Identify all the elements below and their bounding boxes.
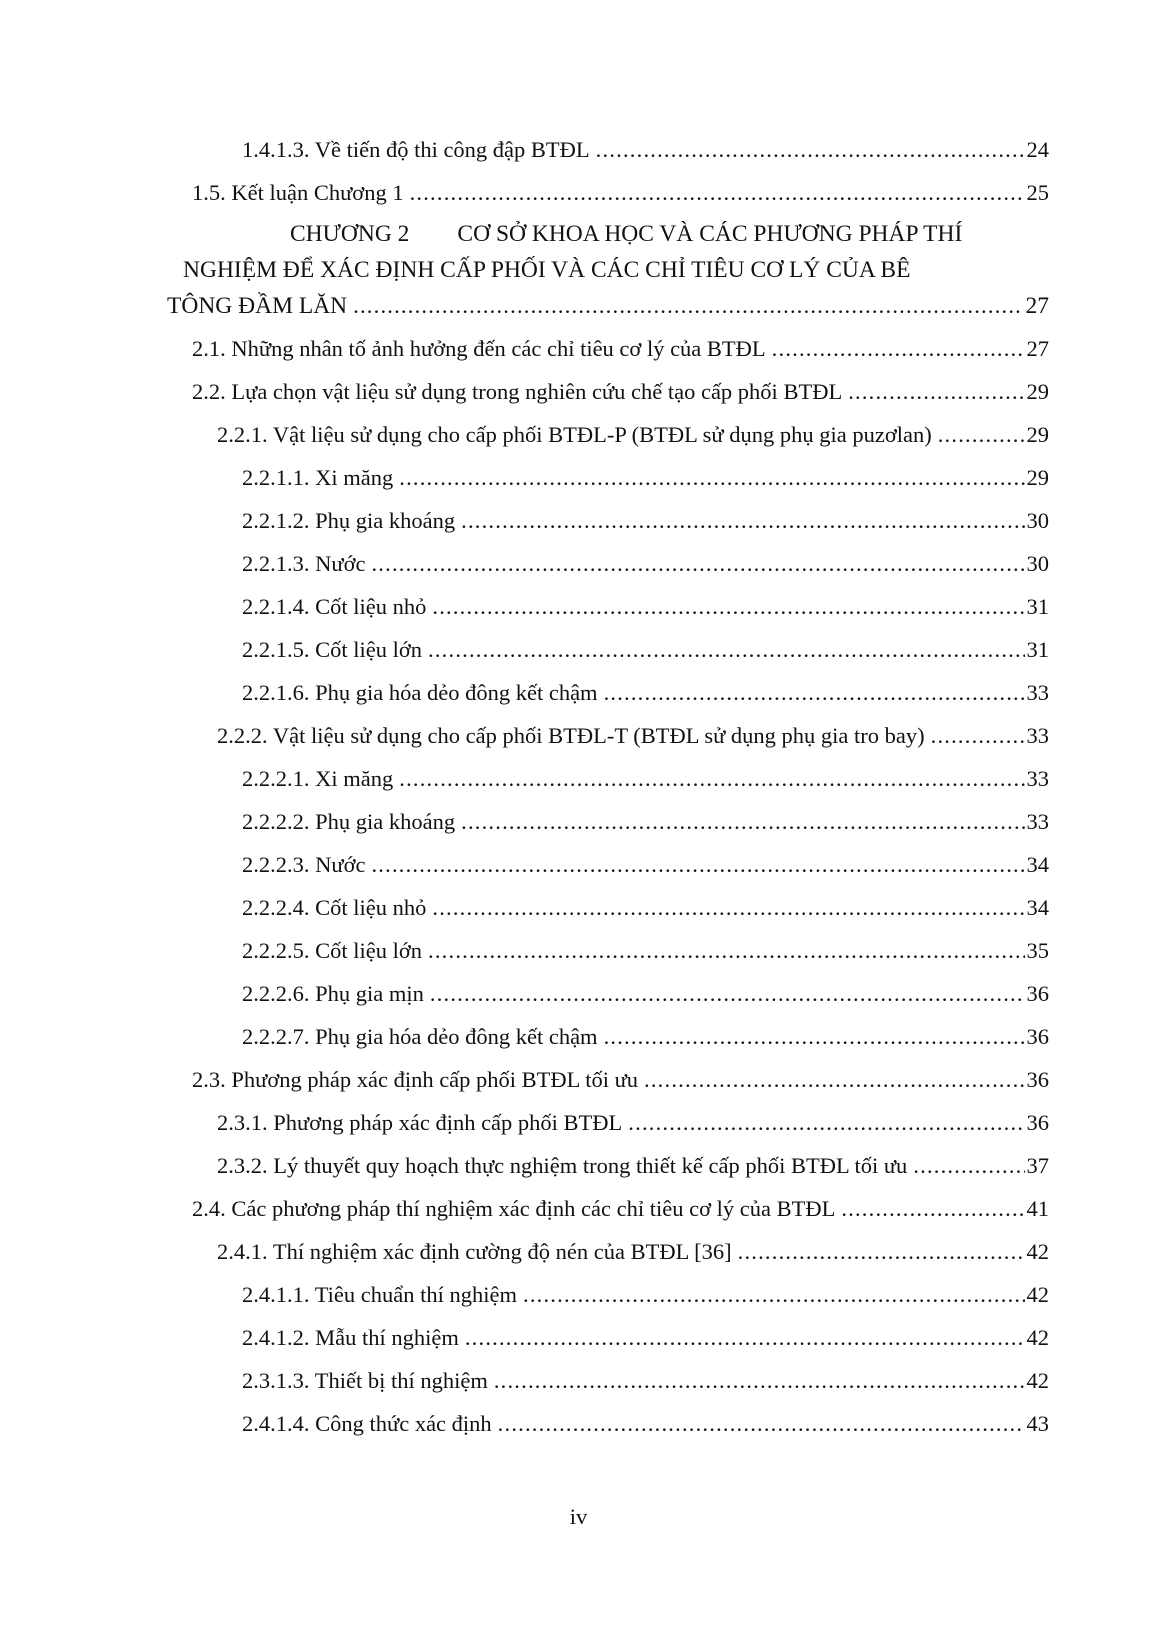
toc-entry[interactable]	[0, 671, 1157, 714]
toc-entry-title: 2.2.2.5. Cốt liệu lớn	[242, 938, 423, 963]
chapter-title-line-2: NGHIỆM ĐỂ XÁC ĐỊNH CẤP PHỐI VÀ CÁC CHỈ TIÊU CƠ LÝ CỦA BÊ	[183, 257, 911, 283]
toc-entry[interactable]	[0, 327, 1157, 370]
toc-entry[interactable]	[0, 1359, 1157, 1402]
toc-entry[interactable]	[0, 499, 1157, 542]
toc-entry-page: 30	[1026, 551, 1049, 576]
toc-entry-page: 27	[1026, 336, 1049, 361]
toc-leader-dots	[596, 128, 1025, 171]
toc-entry-page: 29	[1026, 465, 1049, 490]
toc-entry-page: 36	[1026, 1024, 1049, 1049]
chapter-title-line-1: CƠ SỞ KHOA HỌC VÀ CÁC PHƯƠNG PHÁP THÍ	[457, 221, 963, 247]
toc-leader-dots	[399, 456, 1024, 499]
toc-entry-page: 41	[1026, 1196, 1049, 1221]
toc-entry[interactable]	[0, 1230, 1157, 1273]
toc-leader-dots	[913, 1144, 1024, 1187]
toc-entry-page: 29	[1026, 379, 1049, 404]
toc-leader-dots	[353, 288, 1019, 324]
toc-leader-dots	[461, 800, 1024, 843]
toc-entry-page: 24	[1026, 137, 1049, 162]
toc-entry-page: 37	[1026, 1153, 1049, 1178]
toc-entry-page: 33	[1026, 766, 1049, 791]
toc-leader-dots	[399, 757, 1024, 800]
chapter-heading-entry[interactable]	[0, 216, 1157, 324]
toc-entry-title: 2.3.1. Phương pháp xác định cấp phối BTĐL	[217, 1110, 623, 1135]
toc-entry-title: 2.2.1.5. Cốt liệu lớn	[242, 637, 423, 662]
toc-entry-title: 1.4.1.3. Về tiến độ thi công đập BTĐL	[242, 137, 590, 162]
page-number-footer: iv	[569, 1504, 588, 1529]
toc-leader-dots	[772, 327, 1025, 370]
toc-entry-page: 33	[1026, 809, 1049, 834]
toc-leader-dots	[432, 585, 1024, 628]
toc-entry-title: 2.2.2. Vật liệu sử dụng cho cấp phối BTĐL-T (BTĐL sử dụng phụ gia tro bay)	[217, 723, 925, 748]
toc-leader-dots	[428, 929, 1024, 972]
toc-entry-title: 2.2.2.4. Cốt liệu nhỏ	[242, 895, 427, 920]
toc-entry[interactable]	[0, 1144, 1157, 1187]
toc-entry-page: 31	[1026, 594, 1049, 619]
toc-leader-dots	[498, 1402, 1025, 1445]
toc-entry[interactable]	[0, 800, 1157, 843]
toc-entry-title: 2.2.2.1. Xi măng	[242, 766, 394, 791]
toc-entry-title: 2.4.1.2. Mẫu thí nghiệm	[242, 1325, 459, 1350]
toc-entry[interactable]	[0, 585, 1157, 628]
toc-entry[interactable]	[0, 757, 1157, 800]
toc-entry-title: 2.2.2.7. Phụ gia hóa dẻo đông kết chậm	[242, 1024, 598, 1049]
toc-entry[interactable]	[0, 128, 1157, 171]
toc-entry[interactable]	[0, 1015, 1157, 1058]
chapter-page: 27	[1025, 293, 1049, 319]
toc-entry-title: 2.2.1. Vật liệu sử dụng cho cấp phối BTĐL-P (BTĐL sử dụng phụ gia puzơlan)	[217, 422, 932, 447]
toc-entry[interactable]	[0, 370, 1157, 413]
toc-entry[interactable]	[0, 542, 1157, 585]
toc-entry-title: 2.2.1.3. Nước	[242, 551, 366, 576]
toc-entry-page: 42	[1026, 1325, 1049, 1350]
toc-entry-title: 2.2.2.6. Phụ gia mịn	[242, 981, 424, 1006]
toc-entry-page: 43	[1026, 1411, 1049, 1436]
toc-entry-page: 36	[1026, 981, 1049, 1006]
toc-entry[interactable]	[0, 714, 1157, 757]
toc-leader-dots	[738, 1230, 1025, 1273]
toc-entry[interactable]	[0, 929, 1157, 972]
toc-leader-dots	[432, 886, 1024, 929]
toc-entry-title: 2.3.1.3. Thiết bị thí nghiệm	[242, 1368, 488, 1393]
toc-entry-title: 2.2.2.2. Phụ gia khoáng	[242, 809, 456, 834]
toc-entry-title: 2.3.2. Lý thuyết quy hoạch thực nghiệm trong thiết kế cấp phối BTĐL tối ưu	[217, 1153, 908, 1178]
toc-leader-dots	[410, 171, 1025, 214]
toc-leader-dots	[628, 1101, 1024, 1144]
toc-entry[interactable]	[0, 972, 1157, 1015]
chapter-title-line-3: TÔNG ĐẦM LĂN	[167, 293, 348, 319]
toc-entry[interactable]	[0, 171, 1157, 214]
toc-leader-dots	[604, 1015, 1025, 1058]
toc-leader-dots	[848, 370, 1024, 413]
toc-entry-title: 2.3. Phương pháp xác định cấp phối BTĐL tối ưu	[192, 1067, 639, 1092]
toc-leader-dots	[604, 671, 1025, 714]
toc-entry-title: 2.2.1.4. Cốt liệu nhỏ	[242, 594, 427, 619]
toc-entry-title: 2.2.2.3. Nước	[242, 852, 366, 877]
toc-entry[interactable]	[0, 886, 1157, 929]
toc-entry-page: 34	[1026, 895, 1049, 920]
toc-entry[interactable]	[0, 628, 1157, 671]
toc-entry-page: 36	[1026, 1067, 1049, 1092]
toc-entry-page: 35	[1026, 938, 1049, 963]
toc-entry-title: 2.1. Những nhân tố ảnh hưởng đến các chỉ tiêu cơ lý của BTĐL	[192, 336, 766, 361]
toc-entry-page: 25	[1026, 180, 1049, 205]
toc-entry[interactable]	[0, 1058, 1157, 1101]
toc-entry[interactable]	[0, 843, 1157, 886]
toc-leader-dots	[430, 972, 1025, 1015]
chapter-label: CHƯƠNG 2	[290, 221, 410, 247]
toc-entry[interactable]	[0, 456, 1157, 499]
toc-entry-title: 2.2. Lựa chọn vật liệu sử dụng trong nghiên cứu chế tạo cấp phối BTĐL	[192, 379, 843, 404]
chapter-heading-line-1	[250, 216, 1157, 252]
toc-leader-dots	[371, 542, 1024, 585]
toc-entry[interactable]	[0, 1316, 1157, 1359]
toc-entry-title: 2.4. Các phương pháp thí nghiệm xác định các chỉ tiêu cơ lý của BTĐL	[192, 1196, 836, 1221]
toc-leader-dots	[938, 413, 1025, 456]
toc-entry-page: 42	[1026, 1239, 1049, 1264]
toc-entry-list	[0, 327, 1157, 1445]
toc-entry-title: 2.4.1. Thí nghiệm xác định cường độ nén của BTĐL [36]	[217, 1239, 732, 1264]
toc-entry[interactable]	[0, 413, 1157, 456]
toc-leader-dots	[371, 843, 1024, 886]
toc-leader-dots	[523, 1273, 1025, 1316]
chapter-heading-line-3	[0, 288, 1157, 324]
toc-entry-page: 36	[1026, 1110, 1049, 1135]
toc-entry[interactable]	[0, 1402, 1157, 1445]
toc-entry[interactable]	[0, 1273, 1157, 1316]
toc-entry-page: 30	[1026, 508, 1049, 533]
toc-leader-dots	[931, 714, 1025, 757]
toc-entry-page: 31	[1026, 637, 1049, 662]
toc-leader-dots	[465, 1316, 1025, 1359]
toc-leader-dots	[428, 628, 1024, 671]
toc-entry-title: 2.2.1.6. Phụ gia hóa dẻo đông kết chậm	[242, 680, 598, 705]
toc-entry[interactable]	[0, 1101, 1157, 1144]
toc-entry-page: 33	[1026, 680, 1049, 705]
toc-entry-title: 2.4.1.4. Công thức xác định	[242, 1411, 492, 1436]
toc-entry-page: 42	[1026, 1368, 1049, 1393]
toc-entry-page: 33	[1026, 723, 1049, 748]
toc-leader-dots	[461, 499, 1024, 542]
toc-leader-dots	[644, 1058, 1024, 1101]
toc-leader-dots	[841, 1187, 1024, 1230]
toc-entry-page: 34	[1026, 852, 1049, 877]
toc-entry[interactable]	[0, 1187, 1157, 1230]
toc-entry-title: 2.4.1.1. Tiêu chuẩn thí nghiệm	[242, 1282, 517, 1307]
toc-leader-dots	[494, 1359, 1025, 1402]
toc-entry-title: 2.2.1.1. Xi măng	[242, 465, 394, 490]
toc-entry-title: 1.5. Kết luận Chương 1	[192, 180, 404, 205]
toc-entry-page: 29	[1026, 422, 1049, 447]
table-of-contents	[0, 128, 1157, 1445]
toc-entry-page: 42	[1026, 1282, 1049, 1307]
toc-entry-title: 2.2.1.2. Phụ gia khoáng	[242, 508, 456, 533]
